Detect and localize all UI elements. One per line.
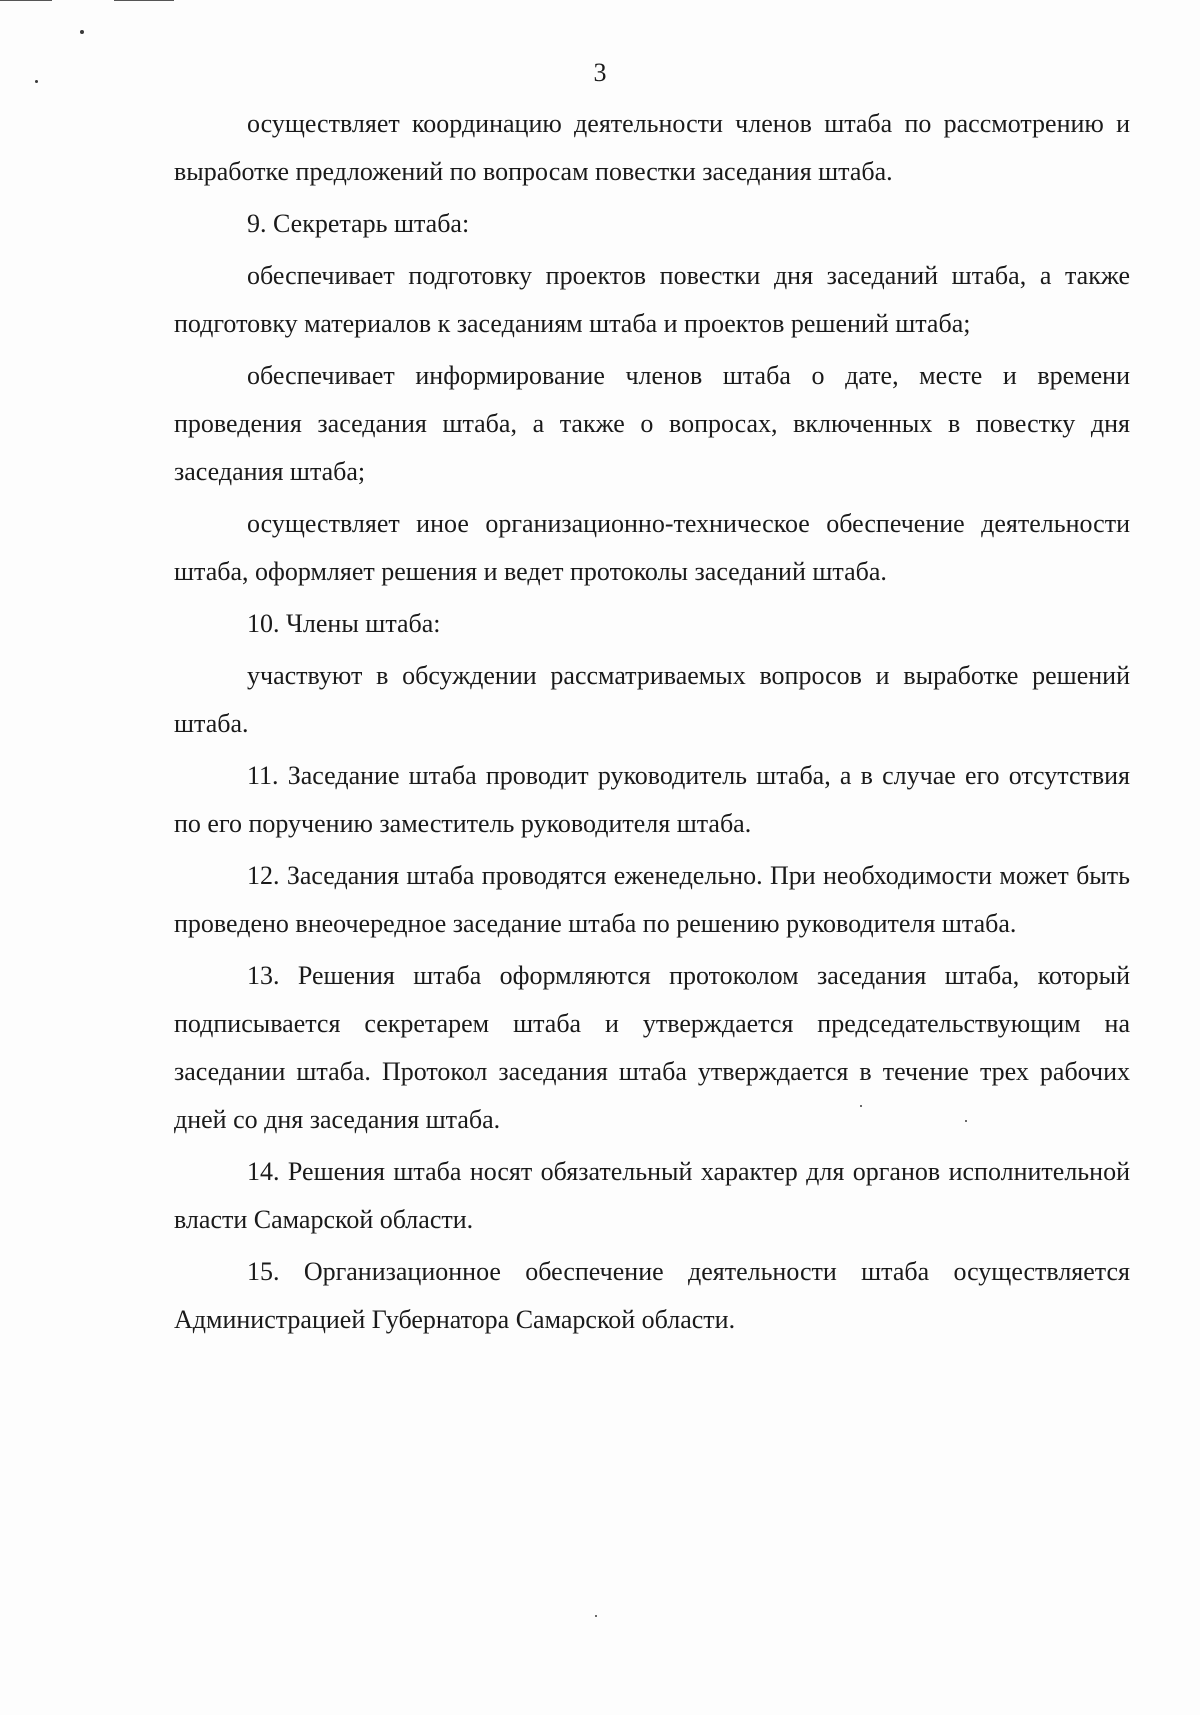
scan-speck bbox=[80, 30, 84, 34]
paragraph-11: 11. Заседание штаба проводит руководитель штаба, а в случае его отсутствия по его поручению заместитель руководителя штаба. bbox=[174, 761, 1130, 838]
page-number: 3 bbox=[593, 58, 607, 87]
paragraph-secretary-support: осуществляет иное организационно-техническое обеспечение деятельности штаба, оформляет решения и ведет протоколы заседаний штаба. bbox=[174, 509, 1130, 586]
paragraph-coordination: осуществляет координацию деятельности членов штаба по рассмотрению и выработке предложений по вопросам повестки заседания штаба. bbox=[174, 109, 1130, 186]
scan-speck bbox=[595, 1615, 597, 1617]
paragraph-members-role: участвуют в обсуждении рассматриваемых вопросов и выработке решений штаба. bbox=[174, 661, 1130, 738]
section-heading-secretary: 9. Секретарь штаба: bbox=[247, 209, 470, 238]
scan-edge-mark bbox=[0, 0, 52, 1]
scan-edge-mark bbox=[114, 0, 174, 1]
document-body bbox=[174, 100, 1130, 1344]
section-heading-members: 10. Члены штаба: bbox=[247, 609, 441, 638]
paragraph-15: 15. Организационное обеспечение деятельности штаба осуществляется Администрацией Губернатора Самарской области. bbox=[174, 1257, 1130, 1334]
paragraph-12: 12. Заседания штаба проводятся еженедельно. При необходимости может быть проведено внеочередное заседание штаба по решению руководителя штаба. bbox=[174, 861, 1130, 938]
paragraph-secretary-agenda: обеспечивает подготовку проектов повестки дня заседаний штаба, а также подготовку материалов к заседаниям штаба и проектов решений штаба; bbox=[174, 261, 1130, 338]
paragraph-13: 13. Решения штаба оформляются протоколом заседания штаба, который подписывается секретарем штаба и утверждается председательствующим на заседании штаба. Протокол заседания штаба утверждается в течение трех рабочих дней со дня заседания штаба. bbox=[174, 961, 1130, 1134]
paragraph-secretary-inform: обеспечивает информирование членов штаба о дате, месте и времени проведения заседания штаба, а также о вопросах, включенных в повестку дня заседания штаба; bbox=[174, 361, 1130, 486]
paragraph-14: 14. Решения штаба носят обязательный характер для органов исполнительной власти Самарской области. bbox=[174, 1157, 1130, 1234]
